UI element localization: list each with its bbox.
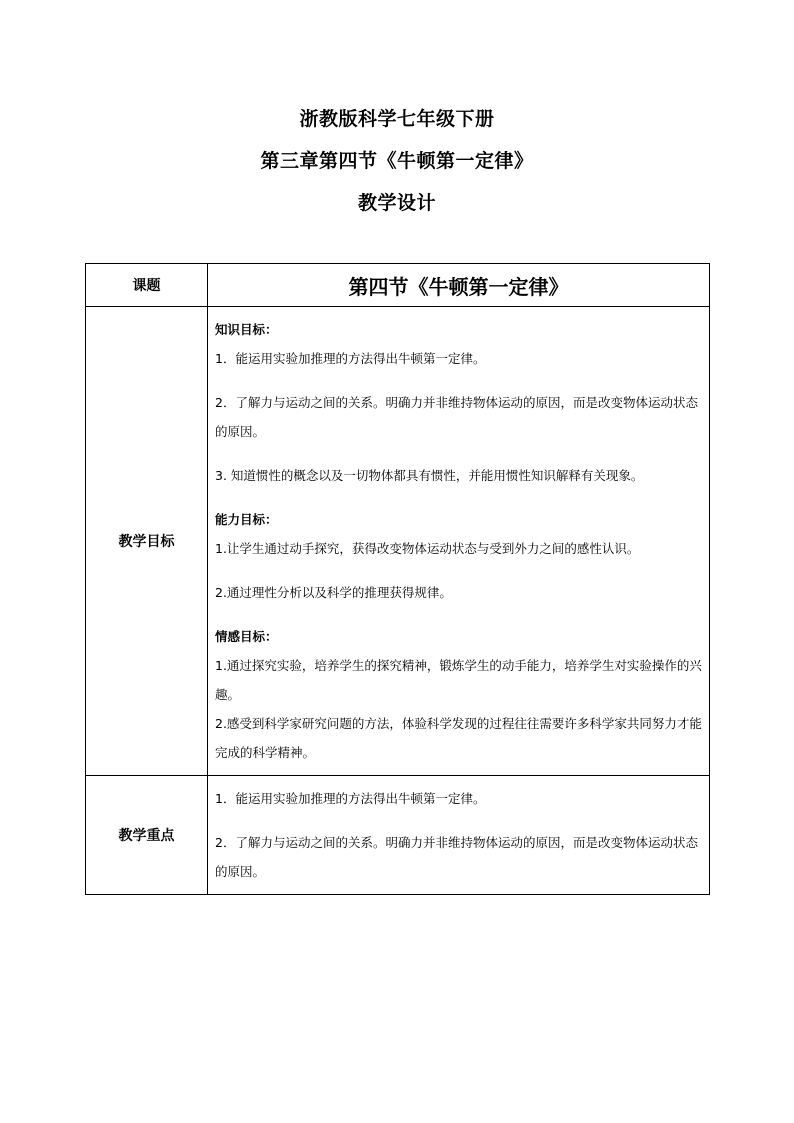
goals-content [208, 307, 710, 776]
emotion-goal-item: 1.通过探究实验，培养学生的探究精神，锻炼学生的动手能力，培养学生对实验操作的兴趣。 [215, 658, 702, 702]
ability-goals-heading: 能力目标： [215, 512, 278, 527]
focus-item: 2．了解力与运动之间的关系。明确力并非维持物体运动的原因，而是改变物体运动状态的原因。 [215, 835, 698, 879]
doc-title-line-2: 第三章第四节《牛顿第一定律》 [260, 150, 534, 172]
knowledge-goal-item: 1．能运用实验加推理的方法得出牛顿第一定律。 [215, 351, 486, 366]
knowledge-goals-heading: 知识目标： [215, 322, 278, 337]
topic-row [86, 264, 710, 307]
ability-goal-item: 1.让学生通过动手探究，获得改变物体运动状态与受到外力之间的感性认识。 [215, 541, 640, 556]
knowledge-goal-item: 2．了解力与运动之间的关系。明确力并非维持物体运动的原因，而是改变物体运动状态的原因。 [215, 395, 698, 439]
emotion-goal-item: 2.感受到科学家研究问题的方法，体验科学发现的过程往往需要许多科学家共同努力才能完成的科学精神。 [215, 716, 702, 760]
goals-row [86, 307, 710, 776]
focus-content [208, 776, 710, 895]
lesson-plan-table [85, 263, 710, 895]
doc-title-line-3: 教学设计 [357, 192, 436, 214]
focus-item: 1．能运用实验加推理的方法得出牛顿第一定律。 [215, 791, 486, 806]
doc-title-line-1: 浙教版科学七年级下册 [299, 108, 495, 130]
goals-label: 教学目标 [86, 307, 208, 776]
focus-row [86, 776, 710, 895]
topic-value: 第四节《牛顿第一定律》 [208, 264, 710, 307]
topic-label: 课题 [86, 264, 208, 307]
focus-label: 教学重点 [86, 776, 208, 895]
knowledge-goal-item: 3. 知道惯性的概念以及一切物体都具有惯性，并能用惯性知识解释有关现象。 [215, 468, 644, 483]
ability-goal-item: 2.通过理性分析以及科学的推理获得规律。 [215, 585, 452, 600]
emotion-goals-heading: 情感目标： [215, 629, 278, 644]
